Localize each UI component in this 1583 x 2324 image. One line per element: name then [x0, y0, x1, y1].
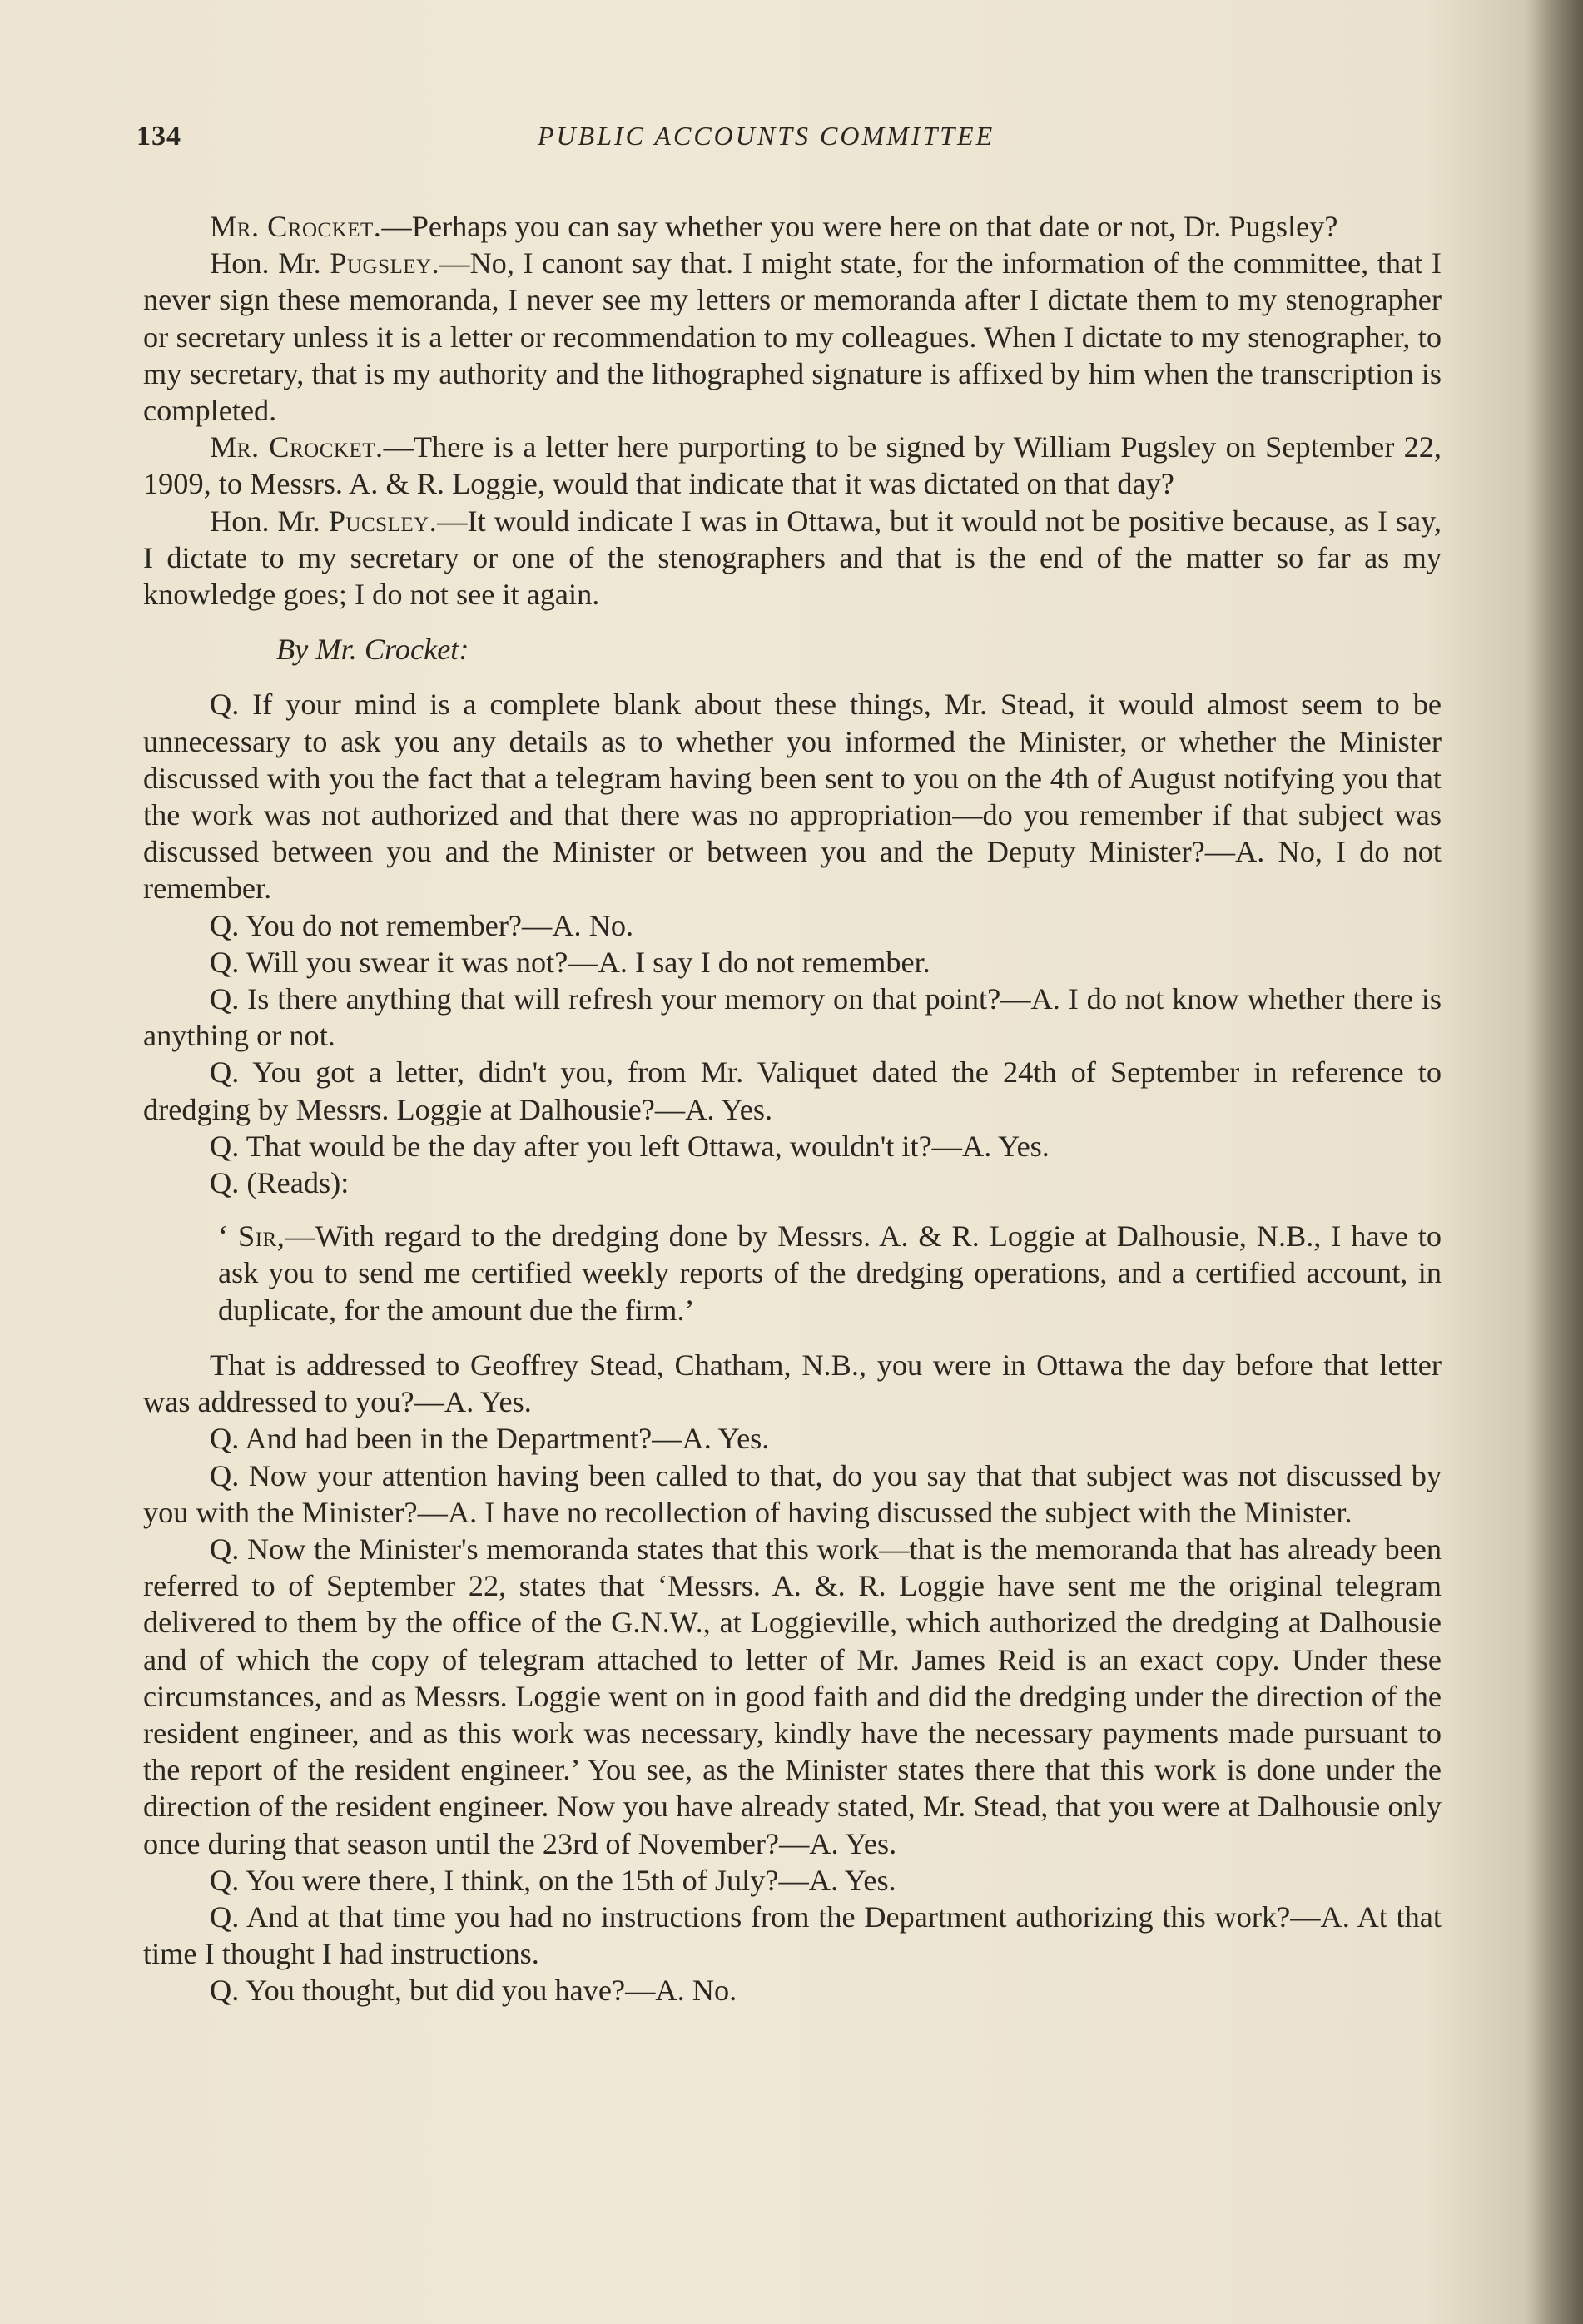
- quoted-letter: [218, 1218, 1442, 1328]
- question-paragraph: Q. Is there anything that will refresh your memory on that point?—A. I do not know whether there is anything or not.: [143, 982, 1442, 1053]
- speaker-name: Pugsley.: [330, 246, 440, 281]
- question-paragraph: Q. Will you swear it was not?—A. I say I do not remember.: [210, 945, 930, 979]
- paragraph: [143, 429, 1442, 502]
- body-text: [143, 208, 1442, 2009]
- page-edge-shadow: [1525, 0, 1583, 2324]
- question-paragraph: Q. Now your attention having been called to that, do you say that that subject was not discussed by you with the Minister?—A. I have no recollection of having discussed the subject with the Minister.: [143, 1458, 1442, 1529]
- question-paragraph: Q. And had been in the Department?—A. Yes.: [210, 1422, 770, 1456]
- running-title: PUBLIC ACCOUNTS COMMITTEE: [538, 121, 995, 151]
- speaker-prefix: Hon. Mr.: [210, 246, 330, 281]
- paragraph: [143, 208, 1442, 245]
- speaker-name: Mr. Crocket.: [210, 210, 382, 243]
- page-header: [136, 121, 1052, 161]
- paragraph: That is addressed to Geoffrey Stead, Chatham, N.B., you were in Ottawa the day before that letter was addressed to you?—A. Yes.: [143, 1348, 1442, 1419]
- speech-text: —It would indicate I was in Ottawa, but it would not be positive because, as I say, I dictate to my secretary or one of the stenographers and that is the end of the matter so far as my knowledge goes; I do not see it again.: [143, 504, 1442, 612]
- speaker-name: Mr. Crocket.: [210, 430, 384, 464]
- question-paragraph: Q. You do not remember?—A. No.: [210, 908, 634, 942]
- examination-byline: By Mr. Crocket:: [276, 633, 469, 667]
- question-paragraph: Q. That would be the day after you left Ottawa, wouldn't it?—A. Yes.: [210, 1129, 1050, 1163]
- question-paragraph: Q. If your mind is a complete blank about these things, Mr. Stead, it would almost seem to be unnecessary to ask you any details as to whether you informed the Minister, or whether the Minister discussed with you the fact that a telegram having been sent to you on the 4th of August notifying you that the work was not authorized and that there was no appropriation—do you remember if that subject was discussed between you and the Minister or between you and the Deputy Minister?—A. No, I do not remember.: [143, 688, 1442, 906]
- question-paragraph: Q. You got a letter, didn't you, from Mr. Valiquet dated the 24th of September in reference to dredging by Messrs. Loggie at Dalhousie?—A. Yes.: [143, 1055, 1442, 1126]
- salutation: Sir,: [238, 1219, 285, 1254]
- page-number: 134: [136, 121, 181, 151]
- speech-text: —There is a letter here purporting to be signed by William Pugsley on September 22, 1909, to Messrs. A. & R. Loggie, would that indicate that it was dictated on that day?: [143, 430, 1442, 501]
- speaker-prefix: Hon. Mr.: [210, 504, 329, 538]
- question-paragraph: Q. And at that time you had no instructions from the Department authorizing this work?—A. At that time I thought I had instructions.: [143, 1899, 1442, 1971]
- speech-text: —Perhaps you can say whether you were here on that date or not, Dr. Pugsley?: [381, 210, 1338, 243]
- question-paragraph: Q. You thought, but did you have?—A. No.: [210, 1974, 737, 2008]
- quote-mark: ‘: [218, 1219, 239, 1254]
- paragraph: [143, 245, 1442, 429]
- question-paragraph: Q. You were there, I think, on the 15th of July?—A. Yes.: [210, 1863, 896, 1897]
- question-paragraph: Q. (Reads):: [210, 1166, 350, 1200]
- speech-text: —No, I canont say that. I might state, for the information of the committee, that I never sign these memoranda, I never see my letters or memoranda after I dictate them to my stenographer or secretary unless it is a letter or recommendation to my colleagues. When I dictate to my stenographer, to my secretary, that is my authority and the lithographed signature is affixed by him when the transcription is completed.: [143, 246, 1442, 428]
- paragraph: [143, 503, 1442, 613]
- question-paragraph: Q. Now the Minister's memoranda states that this work—that is the memoranda that has already been referred to of September 22, states that ‘Messrs. A. &. R. Loggie have sent me the original telegram delivered to them by the office of the G.N.W., at Loggieville, which authorized the dredging at Dalhousie and of which the copy of telegram attached to letter of Mr. James Reid is an exact copy. Under these circumstances, and as Messrs. Loggie went on in good faith and did the dredging under the direction of the resident engineer, and as this work was necessary, kindly have the necessary payments made pursuant to the report of the resident engineer.’ You see, as the Minister states there that this work is done under the direction of the resident engineer. Now you have already stated, Mr. Stead, that you were at Dalhousie only once during that season until the 23rd of November?—A. Yes.: [143, 1532, 1442, 1860]
- quote-text: —With regard to the dredging done by Messrs. A. & R. Loggie at Dalhousie, N.B., I have to ask you to send me certified weekly reports of the dredging operations, and a certified account, in duplicate, for the amount due the firm.’: [218, 1219, 1442, 1327]
- speaker-name: Pucsley.: [328, 504, 438, 538]
